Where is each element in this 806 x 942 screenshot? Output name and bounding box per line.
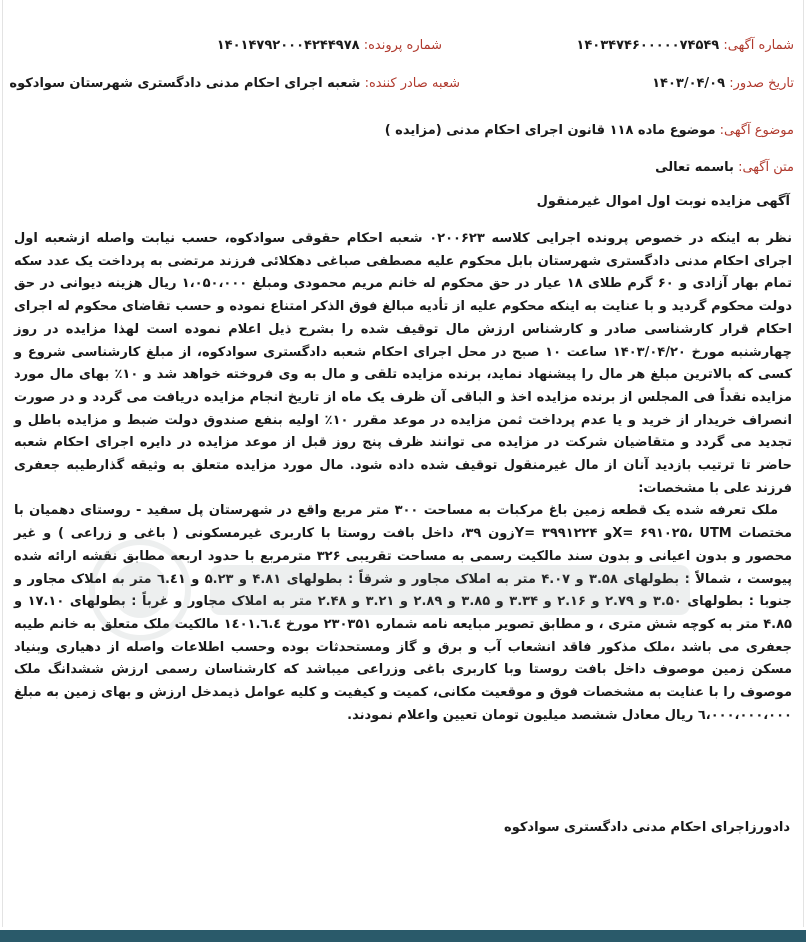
text-label: متن آگهی: [738,160,794,175]
notice-paragraph-1: نظر به اینکه در خصوص پرونده اجرایی کلاسه ۰۲۰۰۶۲۳ شعبه احکام حقوقی سوادکوه، حسب نیابت واصله ازشعبه اول اجرای احکام مدنی دادگستری شهرستان بابل محکوم علیه مصطفی صباغی دهکلائی فرزند مرتضی به پرداخت یک عدد سکه تمام بهار آزادی و ۶۰ گرم طلای ۱۸ عیار در حق محکوم له خانم مریم محمودی ومبلغ ۱،۰۵۰،۰۰۰ ریال هزینه دیوانی در حق دولت محکوم گردید و با عنایت به اینکه محکوم علیه از تأدیه مبالغ فوق الذکر امتناع نموده و حسب تقاضای محکوم له اجرای احکام قرار کارشناسی صادر و کارشناس ارزش مال توقیف شده را بشرح ذیل اعلام نموده است لهذا مزایده در روز چهارشنبه مورخ ۱۴۰۳/۰۴/۲۰ ساعت ۱۰ صبح در محل اجرای احکام شعبه دادگستری سوادکوه، از مبلغ کارشناسی شروع و کسی که بالاترین مبلغ هر مال را پیشنهاد نماید، برنده مزایده تلقی و مال به وی فروخته خواهد شد و ۱۰٪ بهای مال مورد مزایده نقداً فی المجلس از برنده مزایده اخذ و الباقی آن ظرف یک ماه از تاریخ انجام مزایده دریافت می گردد و در صورت انصراف خریدار از خرید و یا عدم پرداخت ثمن مزایده در موعد مقرر ۱۰٪ اولیه بنفع صندوق دولت ضبط و مزایده باطل و تجدید می گردد و متقاضیان شرکت در مزایده می توانند ظرف پنج روز قبل از موعد مزایده در دایره اجرای احکام شعبه حاضر تا ترتیب بازدید آنان از مال غیرمنقول توقیف شده داده شود. مال مورد مزایده متعلق به وثیقه گذارطیبه جعفری فرزند علی با مشخصات: [14,231,793,496]
case-number-value: ۱۴۰۱۴۷۹۲۰۰۰۴۲۴۴۹۷۸ [216,38,360,53]
ad-number-label: شماره آگهی: [723,38,794,53]
subject-row [385,122,794,140]
case-number-row [217,37,442,55]
signature-line: دادورزاجرای احکام مدنی دادگستری سوادکوه [504,820,790,835]
issue-date-label: تاریخ صدور: [729,76,794,91]
notice-body [14,228,792,727]
ad-number-value: ۱۴۰۳۴۷۴۶۰۰۰۰۰۷۴۵۴۹ [576,38,720,53]
issuer-row [9,75,460,93]
case-number-label: شماره پرونده: [363,38,442,53]
subject-label: موضوع آگهی: [719,123,794,138]
issue-date-value: ۱۴۰۳/۰۴/۰۹ [652,76,726,91]
notice-heading: آگهی مزایده نوبت اول اموال غیرمنقول [536,194,790,209]
bottom-bar [0,930,806,942]
issue-date-row [652,75,794,93]
text-value: باسمه تعالی [655,160,734,175]
issuer-value: شعبه اجرای احکام مدنی دادگستری شهرستان سوادکوه [9,76,361,91]
issuer-label: شعبه صادر کننده: [364,76,460,91]
text-row [655,159,794,177]
ad-number-row [576,37,794,55]
subject-value: موضوع ماده ۱۱۸ قانون اجرای احکام مدنی (مزایده ) [384,123,716,138]
notice-paragraph-2: ملک تعرفه شده یک قطعه زمین باغ مرکبات به مساحت ۳۰۰ متر مربع واقع در شهرستان پل سفید - روستای دهمیان با مختصات X= ۶۹۱۰۲۵، UTMو Y= ۳۹۹۱۲۲۴زون ۳۹، داخل بافت روستا با کاربری غیرمسکونی ( باغی و زراعی ) و غیر محصور و بدون اعیانی و بدون سند مالکیت رسمی به مساحت تقریبی ۳۲۶ مترمربع با حدود اربعه مطابق نقشه ارائه شده پیوست ، شمالاً : بطولهای ۳.۵۸ و ۴.۰۷ متر به املاک مجاور و شرقاً : بطولهای ۴.۸۱ و ۵.۲۳ و ٦.٤١ متر به املاک مجاور و جنوبا : بطولهای ۳.۵۰ و ۲.۷۹ و ۲.۱۶ و ۳.۳۴ و ۳.۸۵ و ۲.۸۹ و ۳.۲۱ و ۲.۴۸ متر به املاک مجاور و غرباً : بطولهای ۱۷.۱۰ و ۴.۸۵ متر به کوچه شش متری ، و مطابق تصویر مبایعه نامه شماره ۲۳۰۳۵۱ مورخ ١٤٠١.٦.٤ مالکیت ملک متعلق به خانم طیبه جعفری می باشد ،ملک مذکور فاقد انشعاب آب و برق و گاز ومستحدثات بوده وحسب اطلاعات واصله از دهیاری وبنیاد مسکن زمین موصوف داخل بافت روستا وبا کاربری باغی وزراعی میباشد که کارشناسان رسمی ارزش ششدانگ ملک موصوف را با عنایت به مشخصات فوق و موقعیت مکانی، کمیت و کیفیت و کلیه عوامل ذیمدخل ارزش و بهای زمین به مبلغ ٦،۰۰۰،۰۰۰،۰۰۰ ریال معادل ششصد میلیون تومان تعیین واعلام نمودند. [14,503,793,723]
